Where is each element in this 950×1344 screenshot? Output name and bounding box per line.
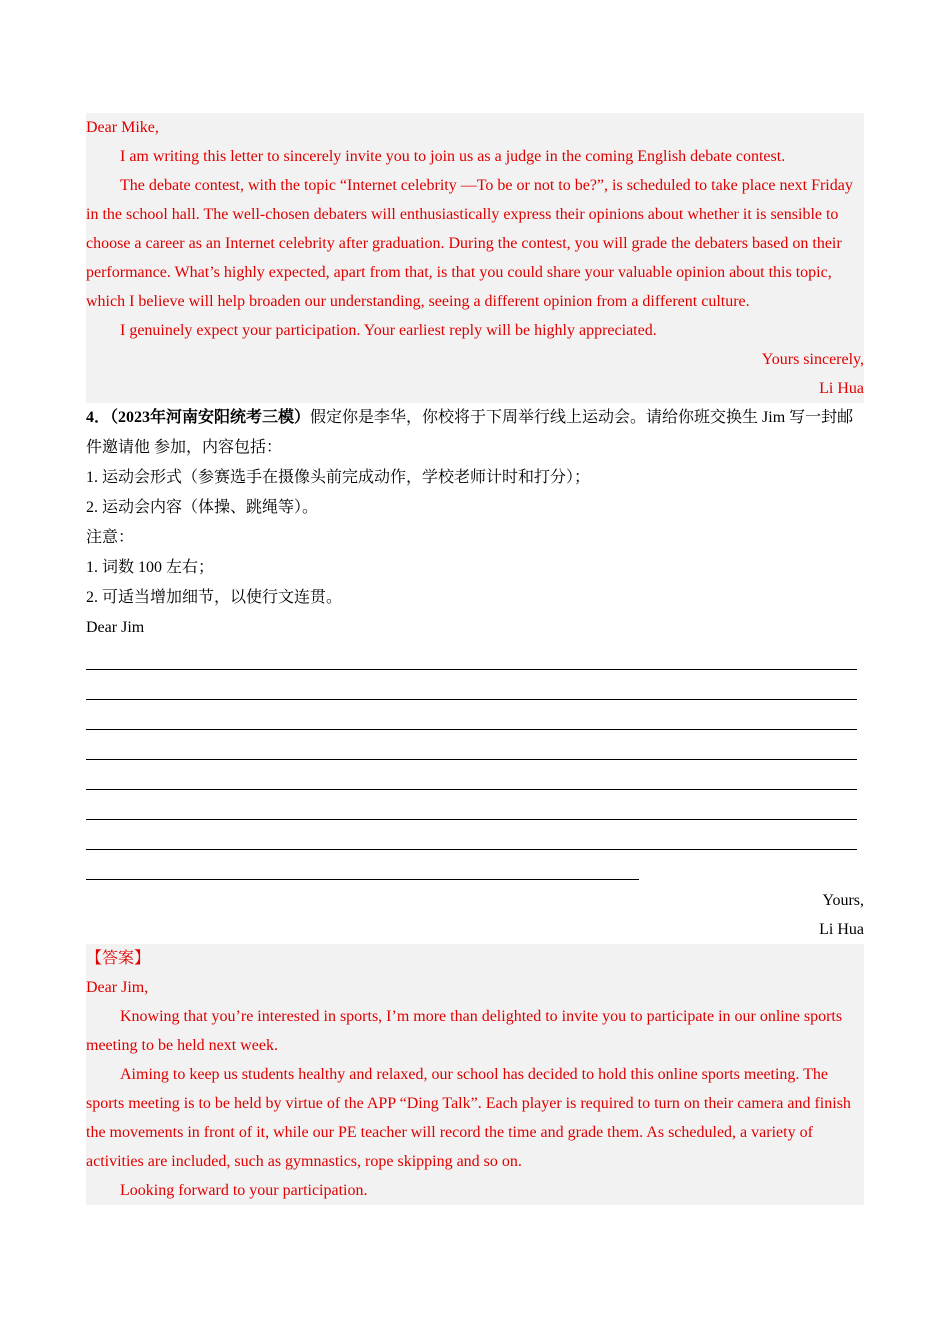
answer-paragraph: Knowing that you’re interested in sports, I’m more than delighted to invite you to participate in our online sports meeting to be held next week. xyxy=(86,1008,843,1054)
blank-line xyxy=(86,641,857,670)
question-prompt xyxy=(86,403,864,463)
letter-paragraph: The debate contest, with the topic “Internet celebrity —To be or not to be?”, is scheduled to take place next Friday in the school hall. The well-chosen debaters will enthusiastically express their opinions about whether it is sensible to choose a career as an Internet celebrity after graduation. During the contest, you will grade the debaters based on their performance. What’s highly expected, apart from that, is that you could share your valuable opinion about this topic, which I believe will help broaden our understanding, seeing a different opinion from a different culture. xyxy=(86,177,853,310)
question-text: 假定你是李华，你校将于下周举行线上运动会。请给你班交换生 Jim 写一封邮件邀请他 参加，内容包括： xyxy=(86,409,854,456)
letter-mike-answer xyxy=(86,113,864,403)
note-label: 注意： xyxy=(86,529,135,546)
blank-line xyxy=(86,821,857,850)
question-source: （2023年河南安阳统考三模） xyxy=(110,409,311,426)
answer-greeting-prompt: Dear Jim xyxy=(86,619,145,636)
answer-label: 【答案】 xyxy=(86,950,151,967)
answer-4 xyxy=(86,944,864,1205)
note-item: 1. 词数 100 左右； xyxy=(86,559,215,576)
answer-paragraph: Looking forward to your participation. xyxy=(120,1182,368,1199)
writing-area[interactable] xyxy=(86,641,864,880)
blank-line xyxy=(86,671,857,700)
letter-signature: Li Hua xyxy=(819,380,864,397)
blank-line xyxy=(86,851,639,880)
blank-line xyxy=(86,731,857,760)
question-signoff xyxy=(86,886,864,944)
blank-line xyxy=(86,701,857,730)
blank-line xyxy=(86,791,857,820)
question-signature: Li Hua xyxy=(819,921,864,938)
letter-paragraph: I genuinely expect your participation. Your earliest reply will be highly appreciated. xyxy=(120,322,657,339)
answer-paragraph: Aiming to keep us students healthy and relaxed, our school has decided to hold this online sports meeting. The sports meeting is to be held by virtue of the APP “Ding Talk”. Each player is required to turn on their camera and finish the movements in front of it, while our PE teacher will record the time and grade them. As scheduled, a variety of activities are included, such as gymnastics, rope skipping and so on. xyxy=(86,1066,851,1170)
answer-greeting: Dear Jim, xyxy=(86,979,149,996)
letter-closing: Yours sincerely, xyxy=(761,351,864,368)
letter-paragraph: I am writing this letter to sincerely invite you to join us as a judge in the coming English debate contest. xyxy=(120,148,786,165)
question-closing: Yours, xyxy=(822,892,864,909)
note-item: 2. 可适当增加细节，以使行文连贯。 xyxy=(86,589,343,606)
letter-greeting: Dear Mike, xyxy=(86,119,159,136)
blank-line xyxy=(86,761,857,790)
question-item: 1. 运动会形式（参赛选手在摄像头前完成动作，学校老师计时和打分）； xyxy=(86,469,591,486)
question-number: 4． xyxy=(86,409,111,426)
question-item: 2. 运动会内容（体操、跳绳等）。 xyxy=(86,499,319,516)
question-4 xyxy=(86,403,864,643)
document-page xyxy=(86,113,864,1205)
